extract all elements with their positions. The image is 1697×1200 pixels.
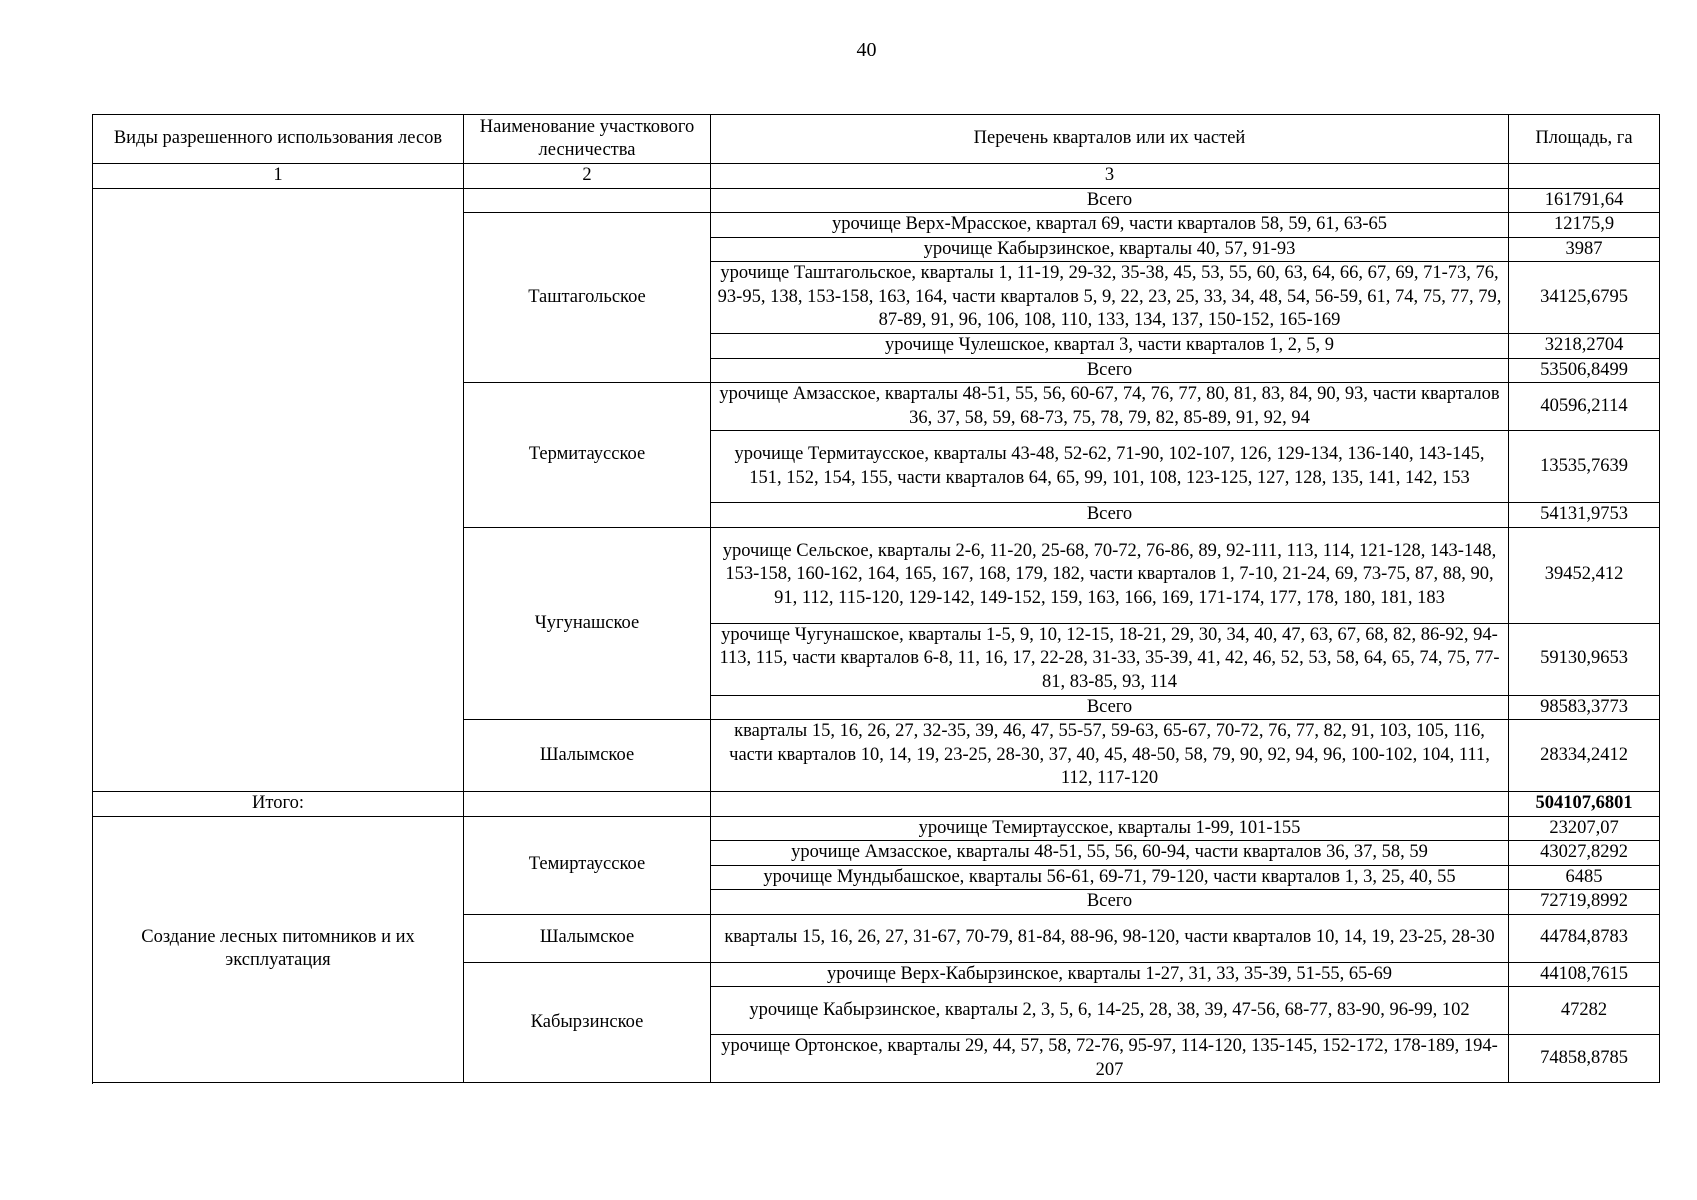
forestry-cell-empty [464,792,711,817]
header-area: Площадь, га [1509,115,1660,164]
header-quarters-list: Перечень кварталов или их частей [711,115,1509,164]
col-number-4 [1509,164,1660,189]
area-value: 6485 [1509,865,1660,890]
quarters-text: урочище Темиртаусское, кварталы 1-99, 101-155 [711,816,1509,841]
area-value: 59130,9653 [1509,623,1660,695]
quarters-text: урочище Ортонское, кварталы 29, 44, 57, 58, 72-76, 95-97, 114-120, 135-145, 152-172, 178-189, 194-207 [711,1035,1509,1083]
quarters-text: урочище Кабырзинское, кварталы 40, 57, 91-93 [711,237,1509,262]
quarters-text: урочище Сельское, кварталы 2-6, 11-20, 25-68, 70-72, 76-86, 89, 92-111, 113, 114, 121-128, 143-148, 153-158, 160-162, 164, 165, 167, 168, 179, 182, части кварталов 1, 7-10, 21-24, 69, 73-75, 87, 88, 90, 91, 112, 115-120, 129-142, 149-152, 159, 163, 166, 169, 171-174, 177, 178, 180, 181, 183 [711,527,1509,623]
quarters-text: урочище Чугунашское, кварталы 1-5, 9, 10, 12-15, 18-21, 29, 30, 34, 40, 47, 63, 67, 68, 82, 86-92, 94-113, 115, части кварталов 6-8, 11, 16, 17, 22-28, 31-33, 35-39, 41, 42, 46, 52, 53, 58, 64, 65, 74, 75, 77-81, 83-85, 93, 114 [711,623,1509,695]
quarters-text: урочище Мундыбашское, кварталы 56-61, 69-71, 79-120, части кварталов 1, 3, 25, 40, 55 [711,865,1509,890]
area-value: 161791,64 [1509,188,1660,213]
forestry-name: Таштагольское [464,213,711,383]
quarters-text: урочище Амзасское, кварталы 48-51, 55, 56, 60-67, 74, 76, 77, 80, 81, 83, 84, 90, 93, части кварталов 36, 37, 58, 59, 68-73, 75, 78, 79, 82, 85-89, 91, 92, 94 [711,383,1509,431]
grand-total-row [93,792,1660,817]
use-type-nurseries: Создание лесных питомников и их эксплуатация [93,816,464,1083]
page-number: 40 [856,39,877,61]
numbering-row [93,164,1660,189]
quarters-text: урочище Таштагольское, кварталы 1, 11-19, 29-32, 35-38, 45, 53, 55, 60, 63, 64, 66, 67, 69, 71-73, 76, 93-95, 138, 153-158, 163, 164, части кварталов 5, 9, 22, 23, 25, 33, 34, 48, 54, 56-59, 61, 74, 75, 77, 79, 87-89, 91, 96, 106, 108, 110, 133, 134, 137, 150-152, 165-169 [711,262,1509,334]
total-label: Всего [711,695,1509,720]
forestry-cell-empty [464,188,711,213]
table-row [93,816,1660,841]
total-label: Всего [711,188,1509,213]
quarters-text: урочище Верх-Мрасское, квартал 69, части кварталов 58, 59, 61, 63-65 [711,213,1509,238]
quarters-text: кварталы 15, 16, 26, 27, 32-35, 39, 46, 47, 55-57, 59-63, 65-67, 70-72, 76, 77, 82, 91, 103, 105, 116, части кварталов 10, 14, 19, 23-25, 28-30, 37, 40, 45, 48-50, 58, 79, 90, 92, 94, 96, 100-102, 104, 111, 112, 117-120 [711,720,1509,792]
quarters-text: кварталы 15, 16, 26, 27, 31-67, 70-79, 81-84, 88-96, 98-120, части кварталов 10, 14, 19, 23-25, 28-30 [711,914,1509,962]
forestry-name: Термитаусское [464,383,711,528]
area-value: 43027,8292 [1509,841,1660,866]
area-value: 47282 [1509,987,1660,1035]
area-value: 74858,8785 [1509,1035,1660,1083]
area-value: 28334,2412 [1509,720,1660,792]
area-value: 34125,6795 [1509,262,1660,334]
area-value: 40596,2114 [1509,383,1660,431]
forestry-name: Чугунашское [464,527,711,720]
area-value: 13535,7639 [1509,431,1660,503]
total-label: Всего [711,890,1509,915]
area-value: 98583,3773 [1509,695,1660,720]
header-use-type: Виды разрешенного использования лесов [93,115,464,164]
quarters-text: урочище Термитаусское, кварталы 43-48, 52-62, 71-90, 102-107, 126, 129-134, 136-140, 143-145, 151, 152, 154, 155, части кварталов 64, 65, 99, 101, 108, 123-125, 127, 128, 135, 141, 142, 153 [711,431,1509,503]
col-number-3: 3 [711,164,1509,189]
col-number-2: 2 [464,164,711,189]
total-label: Всего [711,358,1509,383]
total-label: Всего [711,503,1509,528]
area-value: 53506,8499 [1509,358,1660,383]
col-number-1: 1 [93,164,464,189]
grand-total-area: 504107,6801 [1509,792,1660,817]
header-forestry-name: Наименование участкового лесничества [464,115,711,164]
quarters-text: урочище Амзасское, кварталы 48-51, 55, 56, 60-94, части кварталов 36, 37, 58, 59 [711,841,1509,866]
forestry-name: Темиртаусское [464,816,711,914]
quarters-text: урочище Чулешское, квартал 3, части кварталов 1, 2, 5, 9 [711,334,1509,359]
area-value: 3987 [1509,237,1660,262]
forestry-name: Шалымское [464,914,711,962]
area-value: 3218,2704 [1509,334,1660,359]
area-value: 44784,8783 [1509,914,1660,962]
forestry-name: Кабырзинское [464,962,711,1083]
quarters-text: урочище Кабырзинское, кварталы 2, 3, 5, 6, 14-25, 28, 38, 39, 47-56, 68-77, 83-90, 96-99, 102 [711,987,1509,1035]
forest-use-table [92,114,1660,1083]
table-row [93,188,1660,213]
header-row [93,115,1660,164]
area-value: 54131,9753 [1509,503,1660,528]
area-value: 23207,07 [1509,816,1660,841]
area-value: 39452,412 [1509,527,1660,623]
quarters-text: урочище Верх-Кабырзинское, кварталы 1-27, 31, 33, 35-39, 51-55, 65-69 [711,962,1509,987]
area-value: 44108,7615 [1509,962,1660,987]
area-value: 12175,9 [1509,213,1660,238]
grand-total-label: Итого: [93,792,464,817]
use-type-cell [93,188,464,792]
forestry-name: Шалымское [464,720,711,792]
quarters-cell-empty [711,792,1509,817]
area-value: 72719,8992 [1509,890,1660,915]
